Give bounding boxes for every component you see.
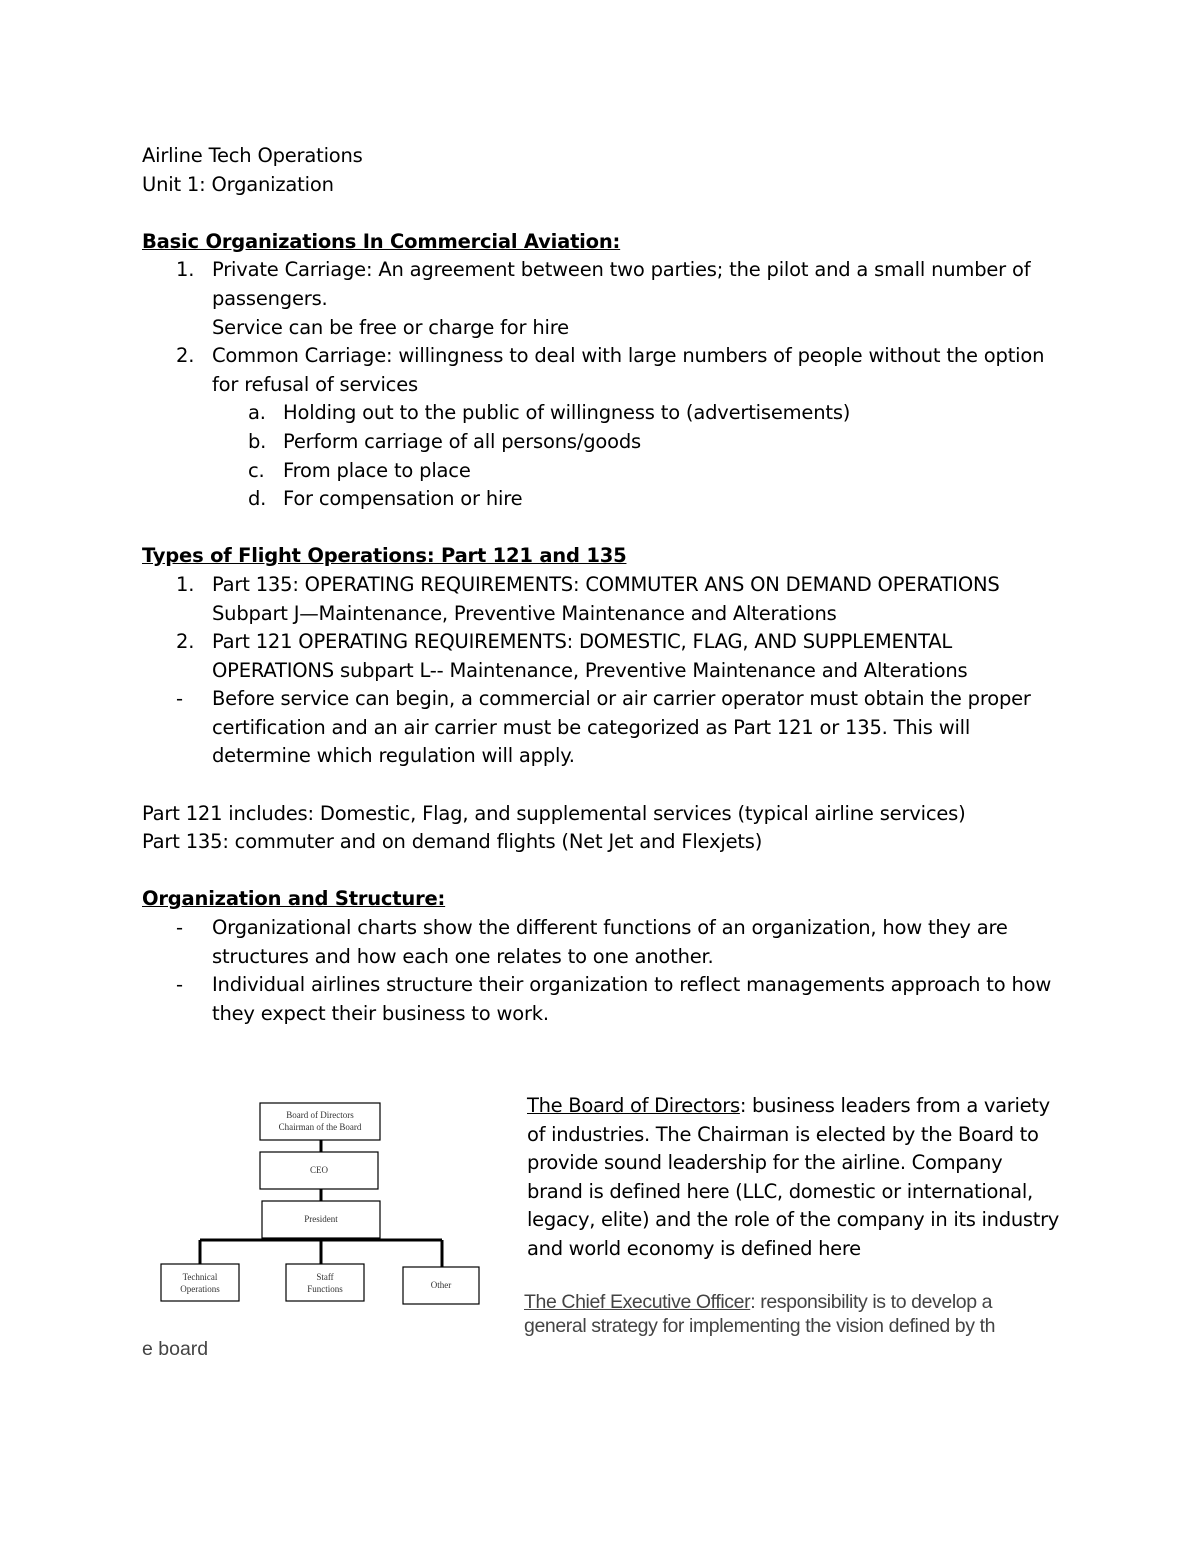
list-text: Part 121 OPERATING REQUIREMENTS: DOMESTIC, FLAG, AND SUPPLEMENTAL [212, 630, 953, 654]
part-121-summary: Part 121 includes: Domestic, Flag, and supplemental services (typical airline services) [142, 801, 966, 825]
org-label-technical: Technical [182, 1272, 218, 1282]
list-marker: b. [248, 429, 267, 453]
list-text: they expect their business to work. [212, 1001, 549, 1025]
list-text: passengers. [212, 286, 328, 310]
list-text: OPERATIONS subpart L-- Maintenance, Preventive Maintenance and Alterations [212, 658, 968, 682]
org-label-functions: Functions [307, 1284, 343, 1294]
list-text: Private Carriage: An agreement between two parties; the pilot and a small number of [212, 258, 1031, 282]
ceo-description [524, 1290, 1084, 1338]
list-marker: c. [248, 458, 265, 482]
list-text: structures and how each one relates to one another. [212, 944, 714, 968]
board-text-line: and world economy is defined here [527, 1236, 861, 1260]
document-title: Airline Tech Operations [142, 144, 363, 167]
ceo-text-tail: e board [142, 1338, 209, 1360]
part-135-summary: Part 135: commuter and on demand flights (Net Jet and Flexjets) [142, 830, 763, 854]
board-label: The Board of Directors [527, 1094, 740, 1117]
list-item [142, 256, 1072, 342]
board-text-line: : business leaders from a variety [739, 1094, 1050, 1117]
list-marker: a. [248, 401, 266, 425]
list-marker: 2. [176, 630, 195, 654]
org-label-staff: Staff [316, 1272, 334, 1282]
list-item [142, 628, 1072, 685]
sub-list-item [142, 399, 1072, 428]
list-item [142, 342, 1072, 399]
list-text: Individual airlines structure their organization to reflect managements approach to how [212, 973, 1052, 997]
org-chart [158, 1098, 483, 1310]
org-box-staff [286, 1264, 364, 1301]
ceo-text: : responsibility is to develop a [750, 1291, 993, 1313]
list-text: Subpart J—Maintenance, Preventive Maintenance and Alterations [212, 601, 837, 625]
board-text-line: brand is defined here (LLC, domestic or international, [527, 1179, 1033, 1203]
sub-list-item [142, 485, 1072, 514]
list-marker: 1. [176, 258, 195, 282]
list-marker: - [176, 916, 183, 940]
board-text-line: provide sound leadership for the airline. Company [527, 1151, 1003, 1175]
sub-list-item [142, 457, 1072, 486]
org-label-ceo: CEO [310, 1165, 328, 1175]
list-text: Before service can begin, a commercial or air carrier operator must obtain the proper [212, 687, 1031, 711]
list-text: Common Carriage: willingness to deal with large numbers of people without the option [212, 344, 1045, 368]
list-text: Holding out to the public of willingness to (advertisements) [283, 401, 851, 425]
org-label-board: Board of Directors [286, 1110, 354, 1120]
org-label-operations: Operations [180, 1284, 220, 1294]
organization-heading: Organization and Structure: [142, 887, 446, 911]
list-text: From place to place [283, 458, 471, 482]
unit-title: Unit 1: Organization [142, 172, 334, 196]
list-marker: 2. [176, 344, 195, 368]
ceo-label: The Chief Executive Officer [524, 1291, 751, 1313]
list-text: Part 135: OPERATING REQUIREMENTS: COMMUTER ANS ON DEMAND OPERATIONS [212, 572, 1000, 596]
list-text: Perform carriage of all persons/goods [283, 429, 641, 453]
board-description [527, 1092, 1067, 1264]
list-marker: - [176, 973, 183, 997]
basic-organizations-heading: Basic Organizations In Commercial Aviation: [142, 229, 621, 253]
list-text: Organizational charts show the different functions of an organization, how they are [212, 916, 1008, 940]
list-text: determine which regulation will apply. [212, 744, 575, 768]
list-item [142, 971, 1072, 1028]
list-item [142, 571, 1072, 628]
sub-list-item [142, 428, 1072, 457]
list-marker: 1. [176, 572, 195, 596]
list-item [142, 914, 1072, 971]
org-label-president: President [304, 1214, 338, 1224]
board-text-line: of industries. The Chairman is elected by the Board to [527, 1122, 1039, 1146]
list-text: Service can be free or charge for hire [212, 315, 569, 339]
flight-operations-heading: Types of Flight Operations: Part 121 and 135 [142, 544, 627, 568]
list-item [142, 685, 1072, 771]
ceo-text-line: general strategy for implementing the vision defined by th [524, 1315, 996, 1337]
board-text-line: legacy, elite) and the role of the company in its industry [527, 1208, 1060, 1232]
list-marker: - [176, 687, 183, 711]
list-text: certification and an air carrier must be categorized as Part 121 or 135. This will [212, 715, 971, 739]
org-box-technical [161, 1264, 239, 1301]
list-text: for refusal of services [212, 372, 418, 396]
list-text: For compensation or hire [283, 487, 523, 511]
org-label-chairman: Chairman of the Board [278, 1122, 362, 1132]
document-body [142, 142, 1072, 1028]
list-marker: d. [248, 487, 267, 511]
org-label-other: Other [430, 1280, 452, 1290]
